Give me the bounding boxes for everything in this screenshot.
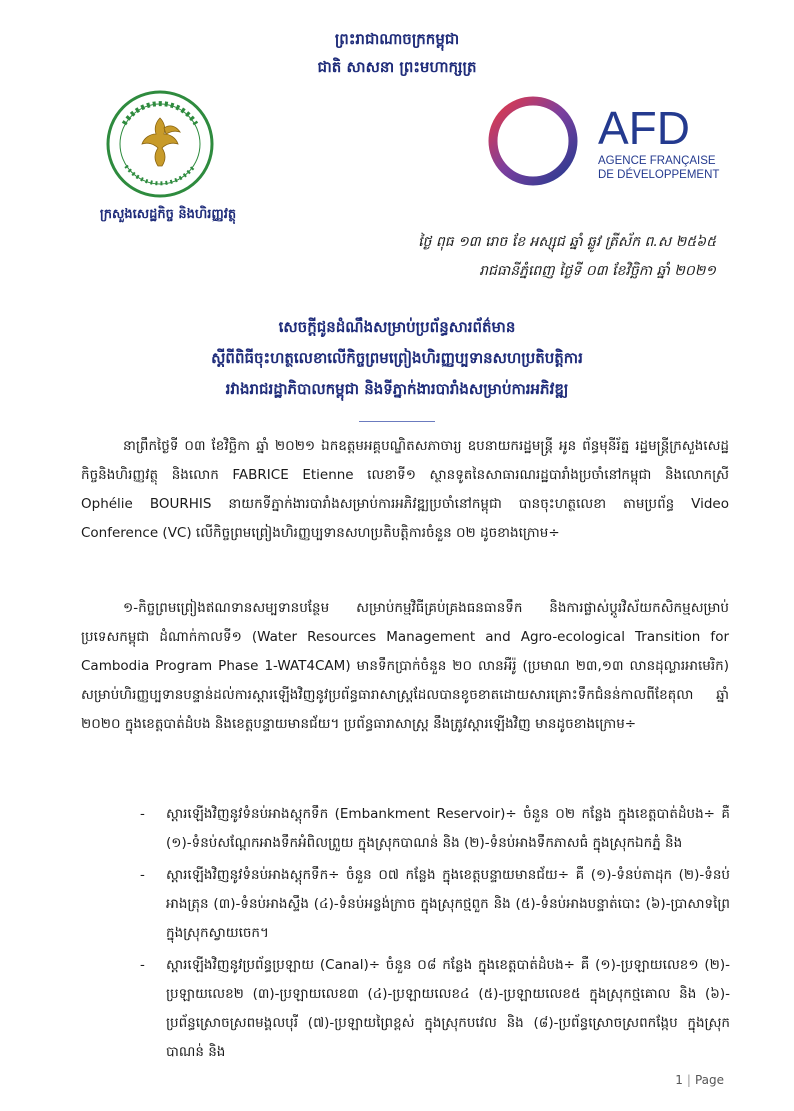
press-release-title-line-1: សេចក្តីជូនដំណឹងសម្រាប់ប្រព័ន្ធសារព័ត៌មាន	[278, 318, 516, 336]
motto-line-2: ជាតិ សាសនា ព្រះមហាក្សត្រ	[317, 58, 477, 76]
svg-text:AGENCE FRANÇAISE: AGENCE FRANÇAISE	[598, 155, 716, 167]
list-item	[140, 800, 730, 858]
rehabilitation-list	[140, 800, 730, 1070]
press-release-title-line-2: ស្តីពីពិធីចុះហត្ថលេខាលើកិច្ចព្រមព្រៀងហិរញ្ញប្បទានសហប្រតិបត្តិការ	[211, 349, 583, 367]
page-number: 1	[675, 1073, 683, 1087]
motto-line-1: ព្រះរាជាណាចក្រកម្ពុជា	[334, 30, 460, 48]
bullet-dash: -	[140, 957, 145, 973]
solar-date: រាជធានីភ្នំពេញ ថ្ងៃទី ០៣ ខែវិច្ឆិកា ឆ្នាំ ២០២១	[479, 263, 716, 279]
page-label: Page	[694, 1073, 724, 1087]
ministry-name: ក្រសួងសេដ្ឋកិច្ច និងហិរញ្ញវត្ថុ	[99, 207, 237, 222]
svg-text:DE DÉVELOPPEMENT: DE DÉVELOPPEMENT	[598, 169, 720, 181]
list-item-text: ស្តារឡើងវិញនូវទំនប់អាងស្តុកទឹក (Embankment Reservoir)÷ ចំនួន ០២ កន្លែង ក្នុងខេត្តបាត់ដំបង÷ គឺ (១)-ទំនប់សណ្តែកអាងទឹកអំពិលព្រួយ ក្នុងស្រុកបាណន់ និង (២)-ទំនប់អាងទឹកភាសធំ ក្នុងស្រុកឯកភ្នំ និង	[166, 806, 730, 851]
footer-separator: |	[686, 1073, 691, 1087]
list-item-text: ស្តារឡើងវិញនូវប្រព័ន្ធប្រឡាយ (Canal)÷ ចំនួន ០៨ កន្លែង ក្នុងខេត្តបាត់ដំបង÷ គឺ (១)-ប្រឡាយលេខ១ (២)-ប្រឡាយលេខ២ (៣)-ប្រឡាយលេខ៣ (៤)-ប្រឡាយលេខ៤ (៥)-ប្រឡាយលេខ៥ ក្នុងស្រុកថ្មគោល និង (៦)-ប្រព័ន្ធស្រោចស្រពមង្គលបុរី (៧)-ប្រឡាយព្រៃខ្ពស់ ក្នុងស្រុកបវេល និង (៨)-ប្រព័ន្ធស្រោចស្រពកង្កែប ក្នុងស្រុកបាណន់ និង	[166, 957, 730, 1060]
bullet-dash: -	[140, 867, 145, 883]
press-release-title-line-3: រវាងរាជរដ្ឋាភិបាលកម្ពុជា និងទីភ្នាក់ងារបារាំងសម្រាប់ការអភិវឌ្ឍ	[225, 380, 569, 398]
paragraph-signing-ceremony: នាព្រឹកថ្ងៃទី ០៣ ខែវិច្ឆិកា ឆ្នាំ ២០២១ ឯកឧត្តមអគ្គបណ្ឌិតសភាចារ្យ ឧបនាយករដ្ឋមន្ត្រី អូន ព័ន្ធមុនីរ័ត្ន រដ្ឋមន្ត្រីក្រសួងសេដ្ឋកិច្ចនិងហិរញ្ញវត្ថុ និងលោក FABRICE Etienne លេខាទី១ ស្ថានទូតនៃសាធារណរដ្ឋបារាំងប្រចាំនៅកម្ពុជា និងលោកស្រី Ophélie BOURHIS នាយកទីភ្នាក់ងារបារាំងសម្រាប់ការអភិវឌ្ឍប្រចាំនៅកម្ពុជា បានចុះហត្ថលេខា តាមប្រព័ន្ធ Video Conference (VC) លើកិច្ចព្រមព្រៀងហិរញ្ញប្បទានសហប្រតិបត្តិការចំនួន ០២ ដូចខាងក្រោម÷	[81, 438, 729, 541]
paragraph-loan-agreement: ១-កិច្ចព្រមព្រៀងឥណទានសម្បទានបន្ថែម សម្រាប់កម្មវិធីគ្រប់គ្រងធនធានទឹក និងការផ្លាស់ប្តូរវិស័យកសិកម្មសម្រាប់ប្រទេសកម្ពុជា ដំណាក់កាលទី១ (Water Resources Management and Agro-ecological Transition for Cambodia Program Phase 1-WAT4CAM) មានទឹកប្រាក់ចំនួន ២០ លានអឺរ៉ូ (ប្រមាណ ២៣,១៣ លានដុល្លារអាមេរិក) សម្រាប់ហិរញ្ញប្បទានបន្ទាន់ដល់ការស្តារឡើងវិញនូវប្រព័ន្ធធារាសាស្ត្រដែលបានខូចខាតដោយសារគ្រោះទឹកជំនន់កាលពីខែតុលា ឆ្នាំ ២០២០ ក្នុងខេត្តបាត់ដំបង និងខេត្តបន្ទាយមានជ័យ។ ប្រព័ន្ធធារាសាស្ត្រ នឹងត្រូវស្តារឡើងវិញ មានដូចខាងក្រោម÷	[81, 600, 729, 732]
bullet-dash: -	[140, 806, 145, 822]
title-divider	[359, 421, 435, 422]
svg-text:AFD: AFD	[598, 102, 690, 154]
list-item	[140, 951, 730, 1067]
ministry-logo	[104, 88, 216, 200]
lunar-date: ថ្ងៃ ពុធ ១៣ រោច ខែ អស្សុជ ឆ្នាំ ឆ្លូវ ត្រីស័ក ព.ស ២៥៦៥	[418, 234, 716, 250]
list-item-text: ស្តារឡើងវិញនូវទំនប់អាងស្តុកទឹក÷ ចំនួន ០៧ កន្លែង ក្នុងខេត្តបន្ទាយមានជ័យ÷ គឺ (១)-ទំនប់តាដុក (២)-ទំនប់អាងត្រុន (៣)-ទំនប់អាងស្ទឹង (៤)-ទំនប់អន្លង់ក្រាច ក្នុងស្រុកថ្មពួក និង (៥)-ទំនប់អាងបន្ទាត់បោះ (៦)-ប្រាសាទព្រៃ ក្នុងស្រុកស្វាយចេក។	[166, 867, 730, 941]
page-footer	[675, 1073, 724, 1087]
list-item	[140, 861, 730, 948]
afd-logo	[486, 94, 730, 188]
